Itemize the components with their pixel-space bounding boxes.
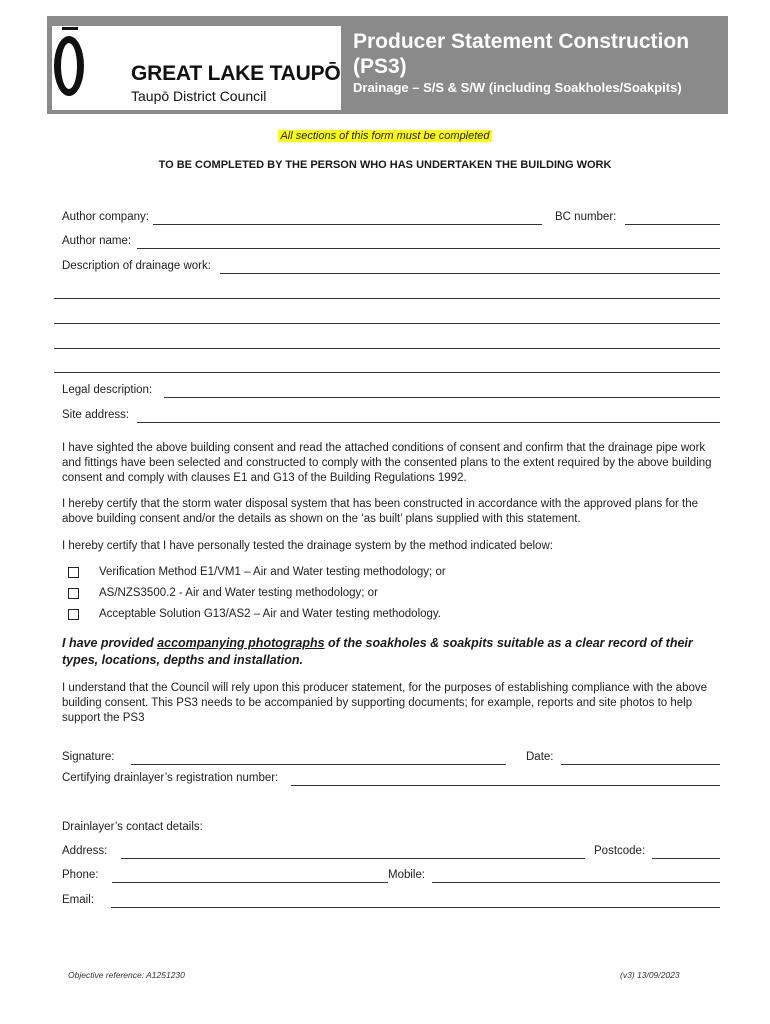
bc-number-label: BC number: xyxy=(555,211,617,223)
logo-macron xyxy=(62,27,78,30)
option-label-1: Verification Method E1/VM1 – Air and Water testing methodology; or xyxy=(99,566,446,578)
description-line-5[interactable] xyxy=(54,372,720,373)
author-company-label: Author company: xyxy=(62,211,149,223)
postcode-field[interactable] xyxy=(652,858,720,859)
bc-number-field[interactable] xyxy=(625,224,720,225)
registration-field[interactable] xyxy=(291,785,720,786)
registration-label: Certifying drainlayer’s registration number: xyxy=(62,772,279,784)
address-label: Address: xyxy=(62,845,108,857)
author-name-label: Author name: xyxy=(62,235,132,247)
photo-statement-end: of the soakholes & soakpits suitable as a clear record of their types, locations, depths and installation. xyxy=(62,636,693,667)
description-field[interactable] xyxy=(220,273,720,274)
legal-description-field[interactable] xyxy=(164,397,720,398)
legal-description-label: Legal description: xyxy=(62,384,153,396)
form-title: Producer Statement Construction (PS3) xyxy=(353,30,690,78)
form-subtitle: Drainage – S/S & S/W (including Soakholes/Soakpits) xyxy=(353,80,682,95)
option-label-3: Acceptable Solution G13/AS2 – Air and Water testing methodology. xyxy=(99,608,442,620)
description-line-4[interactable] xyxy=(54,348,720,349)
mobile-field[interactable] xyxy=(432,882,720,883)
photo-statement xyxy=(62,635,722,669)
understand-paragraph: I understand that the Council will rely upon this producer statement, for the purposes of establishing compliance with the above building consent. This PS3 needs to be accompanied by supporting documents; for example, reports and site photos to help support the PS3 xyxy=(62,682,708,724)
date-field[interactable] xyxy=(561,764,720,765)
completion-note-text: All sections of this form must be completed xyxy=(280,130,490,142)
version-date: (v3) 13/09/2023 xyxy=(620,970,680,980)
certify-stormwater-paragraph: I hereby certify that the storm water disposal system that has been constructed in accordance with the approved plans for the above building consent and/or the details as shown on the ‘as built’ plans supplied with this statement. xyxy=(62,498,699,525)
completion-note xyxy=(0,130,770,142)
phone-field[interactable] xyxy=(112,882,388,883)
site-address-field[interactable] xyxy=(137,422,720,423)
org-subtitle: Taupō District Council xyxy=(131,88,267,104)
address-field[interactable] xyxy=(121,858,585,859)
logo-o-icon xyxy=(54,36,84,96)
option-checkbox-1[interactable] xyxy=(68,567,79,578)
description-line-2[interactable] xyxy=(54,298,720,299)
photo-statement-underlined: accompanying photographs xyxy=(157,636,325,650)
option-label-2: AS/NZS3500.2 - Air and Water testing methodology; or xyxy=(99,587,378,599)
certify-tested-paragraph: I hereby certify that I have personally tested the drainage system by the method indicated below: xyxy=(62,540,553,552)
description-line-3[interactable] xyxy=(54,323,720,324)
org-name: GREAT LAKE TAUPŌ xyxy=(131,62,341,85)
objective-reference: Objective reference: A1251230 xyxy=(68,970,185,980)
site-address-label: Site address: xyxy=(62,409,130,421)
description-label: Description of drainage work: xyxy=(62,260,211,272)
option-checkbox-2[interactable] xyxy=(68,588,79,599)
date-label: Date: xyxy=(526,751,554,763)
photo-statement-start: I have provided xyxy=(62,636,158,650)
consent-paragraph: I have sighted the above building consent and read the attached conditions of consent and confirm that the drainage pipe work and fittings have been selected and constructed to comply with the consented plans to the extent required by the above building consent and comply with clauses E1 and G13 of the Building Regulations 1992. xyxy=(62,442,712,484)
postcode-label: Postcode: xyxy=(594,845,646,857)
phone-label: Phone: xyxy=(62,869,99,881)
signature-field[interactable] xyxy=(131,764,506,765)
email-label: Email: xyxy=(62,894,94,906)
contact-heading: Drainlayer’s contact details: xyxy=(62,821,203,833)
section-heading: TO BE COMPLETED BY THE PERSON WHO HAS UNDERTAKEN THE BUILDING WORK xyxy=(158,159,612,171)
author-name-field[interactable] xyxy=(137,248,720,249)
signature-label: Signature: xyxy=(62,751,115,763)
mobile-label: Mobile: xyxy=(388,869,426,881)
author-company-field[interactable] xyxy=(153,224,542,225)
email-field[interactable] xyxy=(111,907,720,908)
option-checkbox-3[interactable] xyxy=(68,609,79,620)
